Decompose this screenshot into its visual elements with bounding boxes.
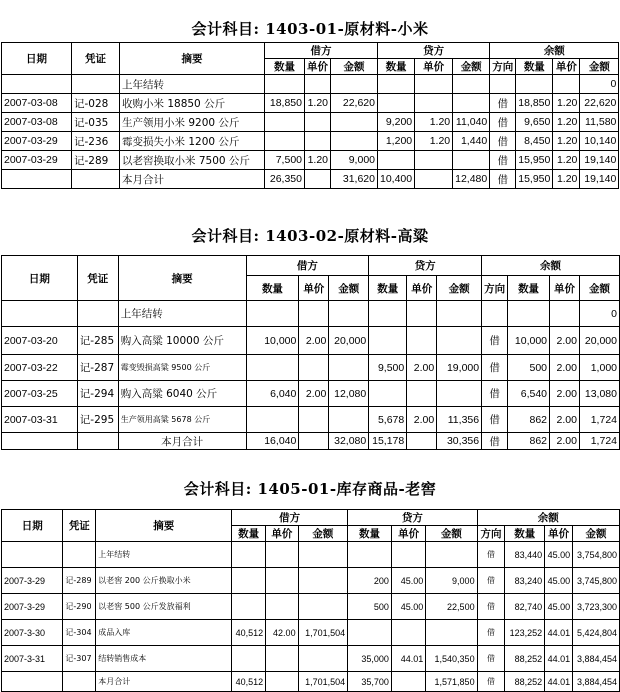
header-amount: 金额 — [331, 59, 378, 75]
cell-direction: 借 — [482, 327, 508, 355]
table-row — [2, 132, 619, 151]
cell-balance-price: 1.20 — [553, 132, 580, 151]
cell-credit-amount: 19,000 — [437, 355, 482, 381]
header-voucher: 凭证 — [72, 43, 120, 75]
cell-direction: 借 — [490, 94, 516, 113]
table-row — [2, 646, 620, 672]
cell-debit-price: 2.00 — [299, 381, 329, 407]
header-debit: 借方 — [265, 43, 378, 59]
opening-balance-amount: 0 — [579, 301, 619, 327]
header-amount: 金额 — [573, 526, 620, 542]
ledger-table — [1, 509, 620, 692]
cell-debit-amount — [298, 594, 348, 620]
cell-credit-amount: 11,356 — [437, 407, 482, 433]
ledger-table — [1, 255, 620, 450]
header-amount: 金额 — [426, 526, 477, 542]
cell-credit-qty: 200 — [348, 568, 392, 594]
header-price: 单价 — [415, 59, 453, 75]
ledger-title: 会计科目: 1403-02-原材料-高粱 — [191, 227, 429, 245]
header-qty: 数量 — [246, 276, 299, 301]
cell-summary: 购入高粱 6040 公斤 — [118, 381, 246, 407]
header-qty: 数量 — [348, 526, 392, 542]
cell-credit-amount — [453, 94, 490, 113]
cell-debit-price — [266, 646, 298, 672]
cell-debit-qty — [246, 355, 299, 381]
cell-credit-price — [415, 94, 453, 113]
cell-debit-amount: 9,000 — [331, 151, 378, 170]
header-amount: 金额 — [580, 59, 619, 75]
header-price: 单价 — [550, 276, 580, 301]
opening-balance-qty: 83,440 — [505, 542, 545, 568]
header-qty: 数量 — [369, 276, 407, 301]
table-row — [2, 327, 620, 355]
cell-summary: 霉变毁损高粱 9500 公斤 — [118, 355, 246, 381]
cell-voucher: 记-304 — [63, 620, 96, 646]
cell-debit-amount: 12,080 — [329, 381, 369, 407]
cell-voucher: 记-028 — [72, 94, 120, 113]
cell-debit-qty: 18,850 — [265, 94, 305, 113]
cell-debit-price: 1.20 — [305, 151, 331, 170]
table-row — [2, 568, 620, 594]
cell-debit-qty — [265, 113, 305, 132]
header-price: 单价 — [553, 59, 580, 75]
header-direction: 方向 — [477, 526, 505, 542]
cell-date: 2007-3-30 — [2, 620, 63, 646]
cell-debit-amount — [329, 407, 369, 433]
cell-credit-price — [391, 620, 425, 646]
total-balance-qty: 88,252 — [505, 672, 545, 692]
cell-summary: 购入高粱 10000 公斤 — [118, 327, 246, 355]
cell-summary: 霉变损失小米 1200 公斤 — [120, 132, 265, 151]
cell-summary: 收购小米 18850 公斤 — [120, 94, 265, 113]
opening-summary: 上年结转 — [96, 542, 232, 568]
cell-debit-amount — [329, 355, 369, 381]
cell-debit-price — [305, 113, 331, 132]
header-amount: 金额 — [579, 276, 619, 301]
cell-debit-amount — [331, 113, 378, 132]
total-balance-amount: 3,884,454 — [573, 672, 620, 692]
cell-direction: 借 — [482, 407, 508, 433]
header-amount: 金额 — [437, 276, 482, 301]
table-row — [2, 594, 620, 620]
cell-balance-amount: 1,724 — [579, 407, 619, 433]
cell-direction: 借 — [477, 646, 505, 672]
cell-balance-amount: 5,424,804 — [573, 620, 620, 646]
cell-date: 2007-03-29 — [2, 132, 72, 151]
header-qty: 数量 — [232, 526, 266, 542]
total-debit-qty: 16,040 — [246, 433, 299, 450]
cell-balance-amount: 22,620 — [580, 94, 619, 113]
cell-credit-amount: 11,040 — [453, 113, 490, 132]
total-credit-amount: 12,480 — [453, 170, 490, 189]
cell-date: 2007-03-29 — [2, 151, 72, 170]
header-date: 日期 — [2, 510, 63, 542]
opening-summary: 上年结转 — [120, 75, 265, 94]
cell-balance-price: 2.00 — [550, 327, 580, 355]
cell-date: 2007-03-08 — [2, 113, 72, 132]
cell-credit-qty: 1,200 — [378, 132, 415, 151]
cell-credit-amount: 22,500 — [426, 594, 477, 620]
cell-credit-amount — [426, 620, 477, 646]
cell-debit-price — [266, 568, 298, 594]
cell-debit-amount — [331, 132, 378, 151]
total-row — [2, 170, 619, 189]
cell-debit-price: 42.00 — [266, 620, 298, 646]
total-debit-amount: 1,701,504 — [298, 672, 348, 692]
cell-balance-qty: 82,740 — [505, 594, 545, 620]
header-direction: 方向 — [490, 59, 516, 75]
opening-row — [2, 542, 620, 568]
cell-credit-amount — [437, 381, 482, 407]
cell-date: 2007-03-25 — [2, 381, 78, 407]
cell-balance-price: 1.20 — [553, 151, 580, 170]
cell-balance-qty: 15,950 — [516, 151, 553, 170]
cell-summary: 生产领用小米 9200 公斤 — [120, 113, 265, 132]
cell-date: 2007-03-20 — [2, 327, 78, 355]
ledger-sorghum — [0, 225, 620, 448]
header-qty: 数量 — [378, 59, 415, 75]
header-credit: 贷方 — [369, 256, 482, 276]
cell-debit-price — [299, 407, 329, 433]
cell-date: 2007-3-31 — [2, 646, 63, 672]
cell-credit-amount: 1,540,350 — [426, 646, 477, 672]
cell-balance-amount: 10,140 — [580, 132, 619, 151]
cell-date: 2007-03-31 — [2, 407, 78, 433]
cell-balance-qty: 83,240 — [505, 568, 545, 594]
header-price: 单价 — [305, 59, 331, 75]
cell-balance-amount: 3,884,454 — [573, 646, 620, 672]
total-credit-amount: 30,356 — [437, 433, 482, 450]
header-voucher: 凭证 — [63, 510, 96, 542]
cell-voucher: 记-295 — [77, 407, 118, 433]
cell-balance-amount: 13,080 — [579, 381, 619, 407]
cell-credit-amount — [437, 327, 482, 355]
cell-credit-price: 45.00 — [391, 594, 425, 620]
cell-credit-price: 1.20 — [415, 113, 453, 132]
cell-debit-amount — [298, 568, 348, 594]
cell-debit-amount: 1,701,504 — [298, 620, 348, 646]
cell-direction: 借 — [490, 151, 516, 170]
ledger-title: 会计科目: 1403-01-原材料-小米 — [191, 20, 429, 38]
header-summary: 摘要 — [96, 510, 232, 542]
total-credit-amount: 1,571,850 — [426, 672, 477, 692]
cell-credit-price: 44.01 — [391, 646, 425, 672]
cell-direction: 借 — [477, 594, 505, 620]
cell-voucher: 记-307 — [63, 646, 96, 672]
cell-direction: 借 — [490, 113, 516, 132]
cell-credit-qty: 5,678 — [369, 407, 407, 433]
cell-direction: 借 — [490, 132, 516, 151]
cell-balance-amount: 3,723,300 — [573, 594, 620, 620]
header-price: 单价 — [266, 526, 298, 542]
ledger-millet — [0, 18, 620, 186]
table-row — [2, 151, 619, 170]
cell-balance-qty: 18,850 — [516, 94, 553, 113]
ledger-table — [1, 42, 619, 189]
header-balance: 余额 — [490, 43, 619, 59]
total-balance-amount: 1,724 — [579, 433, 619, 450]
cell-credit-amount — [453, 151, 490, 170]
cell-credit-qty: 500 — [348, 594, 392, 620]
cell-debit-price — [266, 594, 298, 620]
cell-summary: 结转销售成本 — [96, 646, 232, 672]
opening-row — [2, 301, 620, 327]
header-balance: 余额 — [482, 256, 620, 276]
cell-credit-price: 1.20 — [415, 132, 453, 151]
table-row — [2, 355, 620, 381]
opening-row — [2, 75, 619, 94]
cell-debit-qty: 6,040 — [246, 381, 299, 407]
cell-debit-qty — [246, 407, 299, 433]
header-summary: 摘要 — [120, 43, 265, 75]
cell-balance-price: 2.00 — [550, 407, 580, 433]
table-row — [2, 381, 620, 407]
cell-credit-price — [407, 381, 437, 407]
cell-date: 2007-3-29 — [2, 568, 63, 594]
cell-credit-amount: 1,440 — [453, 132, 490, 151]
cell-voucher: 记-285 — [77, 327, 118, 355]
header-qty: 数量 — [508, 276, 550, 301]
cell-direction: 借 — [477, 568, 505, 594]
table-row — [2, 94, 619, 113]
cell-balance-amount: 20,000 — [579, 327, 619, 355]
cell-credit-amount: 9,000 — [426, 568, 477, 594]
cell-debit-price: 1.20 — [305, 94, 331, 113]
table-row — [2, 113, 619, 132]
table-row — [2, 407, 620, 433]
cell-credit-qty — [369, 327, 407, 355]
opening-balance-amount: 0 — [580, 75, 619, 94]
cell-credit-qty — [378, 94, 415, 113]
total-summary: 本月合计 — [96, 672, 232, 692]
cell-balance-qty: 10,000 — [508, 327, 550, 355]
cell-debit-qty — [232, 646, 266, 672]
total-balance-qty: 15,950 — [516, 170, 553, 189]
total-direction: 借 — [477, 672, 505, 692]
header-balance: 余额 — [477, 510, 619, 526]
cell-balance-amount: 11,580 — [580, 113, 619, 132]
cell-balance-qty: 9,650 — [516, 113, 553, 132]
cell-balance-qty: 88,252 — [505, 646, 545, 672]
total-balance-price: 44.01 — [545, 672, 573, 692]
cell-debit-qty: 40,512 — [232, 620, 266, 646]
cell-voucher: 记-287 — [77, 355, 118, 381]
cell-debit-price — [299, 355, 329, 381]
total-direction: 借 — [482, 433, 508, 450]
total-row — [2, 672, 620, 692]
cell-debit-qty — [232, 568, 266, 594]
total-credit-qty: 10,400 — [378, 170, 415, 189]
opening-direction: 借 — [477, 542, 505, 568]
cell-credit-price — [407, 327, 437, 355]
cell-credit-price: 45.00 — [391, 568, 425, 594]
total-balance-price: 2.00 — [550, 433, 580, 450]
cell-balance-price: 45.00 — [545, 594, 573, 620]
total-credit-qty: 35,700 — [348, 672, 392, 692]
cell-balance-amount: 1,000 — [579, 355, 619, 381]
header-price: 单价 — [407, 276, 437, 301]
header-direction: 方向 — [482, 276, 508, 301]
ledger-laojiao — [0, 478, 620, 687]
cell-credit-price — [415, 151, 453, 170]
opening-balance-price: 45.00 — [545, 542, 573, 568]
total-direction: 借 — [490, 170, 516, 189]
cell-credit-price: 2.00 — [407, 355, 437, 381]
header-credit: 贷方 — [378, 43, 490, 59]
total-debit-amount: 31,620 — [331, 170, 378, 189]
cell-voucher: 记-289 — [72, 151, 120, 170]
header-debit: 借方 — [232, 510, 348, 526]
total-summary: 本月合计 — [118, 433, 246, 450]
header-amount: 金额 — [453, 59, 490, 75]
total-balance-qty: 862 — [508, 433, 550, 450]
table-row — [2, 620, 620, 646]
cell-debit-amount: 20,000 — [329, 327, 369, 355]
cell-balance-qty: 6,540 — [508, 381, 550, 407]
cell-credit-qty — [348, 620, 392, 646]
cell-voucher: 记-035 — [72, 113, 120, 132]
header-qty: 数量 — [265, 59, 305, 75]
opening-balance-amount: 3,754,800 — [573, 542, 620, 568]
cell-debit-amount — [298, 646, 348, 672]
total-summary: 本月合计 — [120, 170, 265, 189]
cell-balance-qty: 862 — [508, 407, 550, 433]
total-credit-qty: 15,178 — [369, 433, 407, 450]
header-summary: 摘要 — [118, 256, 246, 301]
cell-credit-qty — [378, 151, 415, 170]
cell-balance-price: 2.00 — [550, 381, 580, 407]
header-date: 日期 — [2, 256, 78, 301]
cell-summary: 成品入库 — [96, 620, 232, 646]
header-amount: 金额 — [298, 526, 348, 542]
cell-voucher: 记-294 — [77, 381, 118, 407]
total-balance-amount: 19,140 — [580, 170, 619, 189]
cell-voucher: 记-290 — [63, 594, 96, 620]
cell-debit-qty: 10,000 — [246, 327, 299, 355]
header-credit: 贷方 — [348, 510, 477, 526]
total-row — [2, 433, 620, 450]
cell-balance-qty: 8,450 — [516, 132, 553, 151]
cell-credit-qty — [369, 381, 407, 407]
cell-direction: 借 — [482, 355, 508, 381]
header-date: 日期 — [2, 43, 72, 75]
header-voucher: 凭证 — [77, 256, 118, 301]
header-qty: 数量 — [516, 59, 553, 75]
header-debit: 借方 — [246, 256, 369, 276]
cell-debit-qty: 7,500 — [265, 151, 305, 170]
cell-date: 2007-03-08 — [2, 94, 72, 113]
cell-voucher: 记-236 — [72, 132, 120, 151]
header-qty: 数量 — [505, 526, 545, 542]
total-balance-price: 1.20 — [553, 170, 580, 189]
cell-voucher: 记-289 — [63, 568, 96, 594]
total-debit-amount: 32,080 — [329, 433, 369, 450]
opening-summary: 上年结转 — [118, 301, 246, 327]
cell-balance-price: 1.20 — [553, 113, 580, 132]
cell-date: 2007-03-22 — [2, 355, 78, 381]
cell-balance-price: 44.01 — [545, 620, 573, 646]
cell-direction: 借 — [482, 381, 508, 407]
cell-balance-qty: 123,252 — [505, 620, 545, 646]
total-debit-qty: 26,350 — [265, 170, 305, 189]
cell-balance-price: 45.00 — [545, 568, 573, 594]
cell-balance-amount: 3,745,800 — [573, 568, 620, 594]
header-price: 单价 — [545, 526, 573, 542]
cell-credit-qty: 35,000 — [348, 646, 392, 672]
cell-debit-price: 2.00 — [299, 327, 329, 355]
cell-balance-price: 1.20 — [553, 94, 580, 113]
cell-summary: 生产领用高粱 5678 公斤 — [118, 407, 246, 433]
cell-debit-amount: 22,620 — [331, 94, 378, 113]
header-price: 单价 — [391, 526, 425, 542]
ledger-title: 会计科目: 1405-01-库存商品-老窖 — [183, 480, 437, 498]
cell-debit-qty — [232, 594, 266, 620]
cell-date: 2007-3-29 — [2, 594, 63, 620]
cell-credit-qty: 9,200 — [378, 113, 415, 132]
cell-summary: 以老窖换取小米 7500 公斤 — [120, 151, 265, 170]
cell-balance-price: 2.00 — [550, 355, 580, 381]
cell-credit-price: 2.00 — [407, 407, 437, 433]
header-price: 单价 — [299, 276, 329, 301]
total-debit-qty: 40,512 — [232, 672, 266, 692]
cell-debit-qty — [265, 132, 305, 151]
cell-summary: 以老窖 200 公斤换取小米 — [96, 568, 232, 594]
cell-direction: 借 — [477, 620, 505, 646]
cell-balance-price: 44.01 — [545, 646, 573, 672]
cell-balance-amount: 19,140 — [580, 151, 619, 170]
cell-debit-price — [305, 132, 331, 151]
cell-credit-qty: 9,500 — [369, 355, 407, 381]
cell-balance-qty: 500 — [508, 355, 550, 381]
header-amount: 金额 — [329, 276, 369, 301]
cell-summary: 以老窖 500 公斤发放福利 — [96, 594, 232, 620]
